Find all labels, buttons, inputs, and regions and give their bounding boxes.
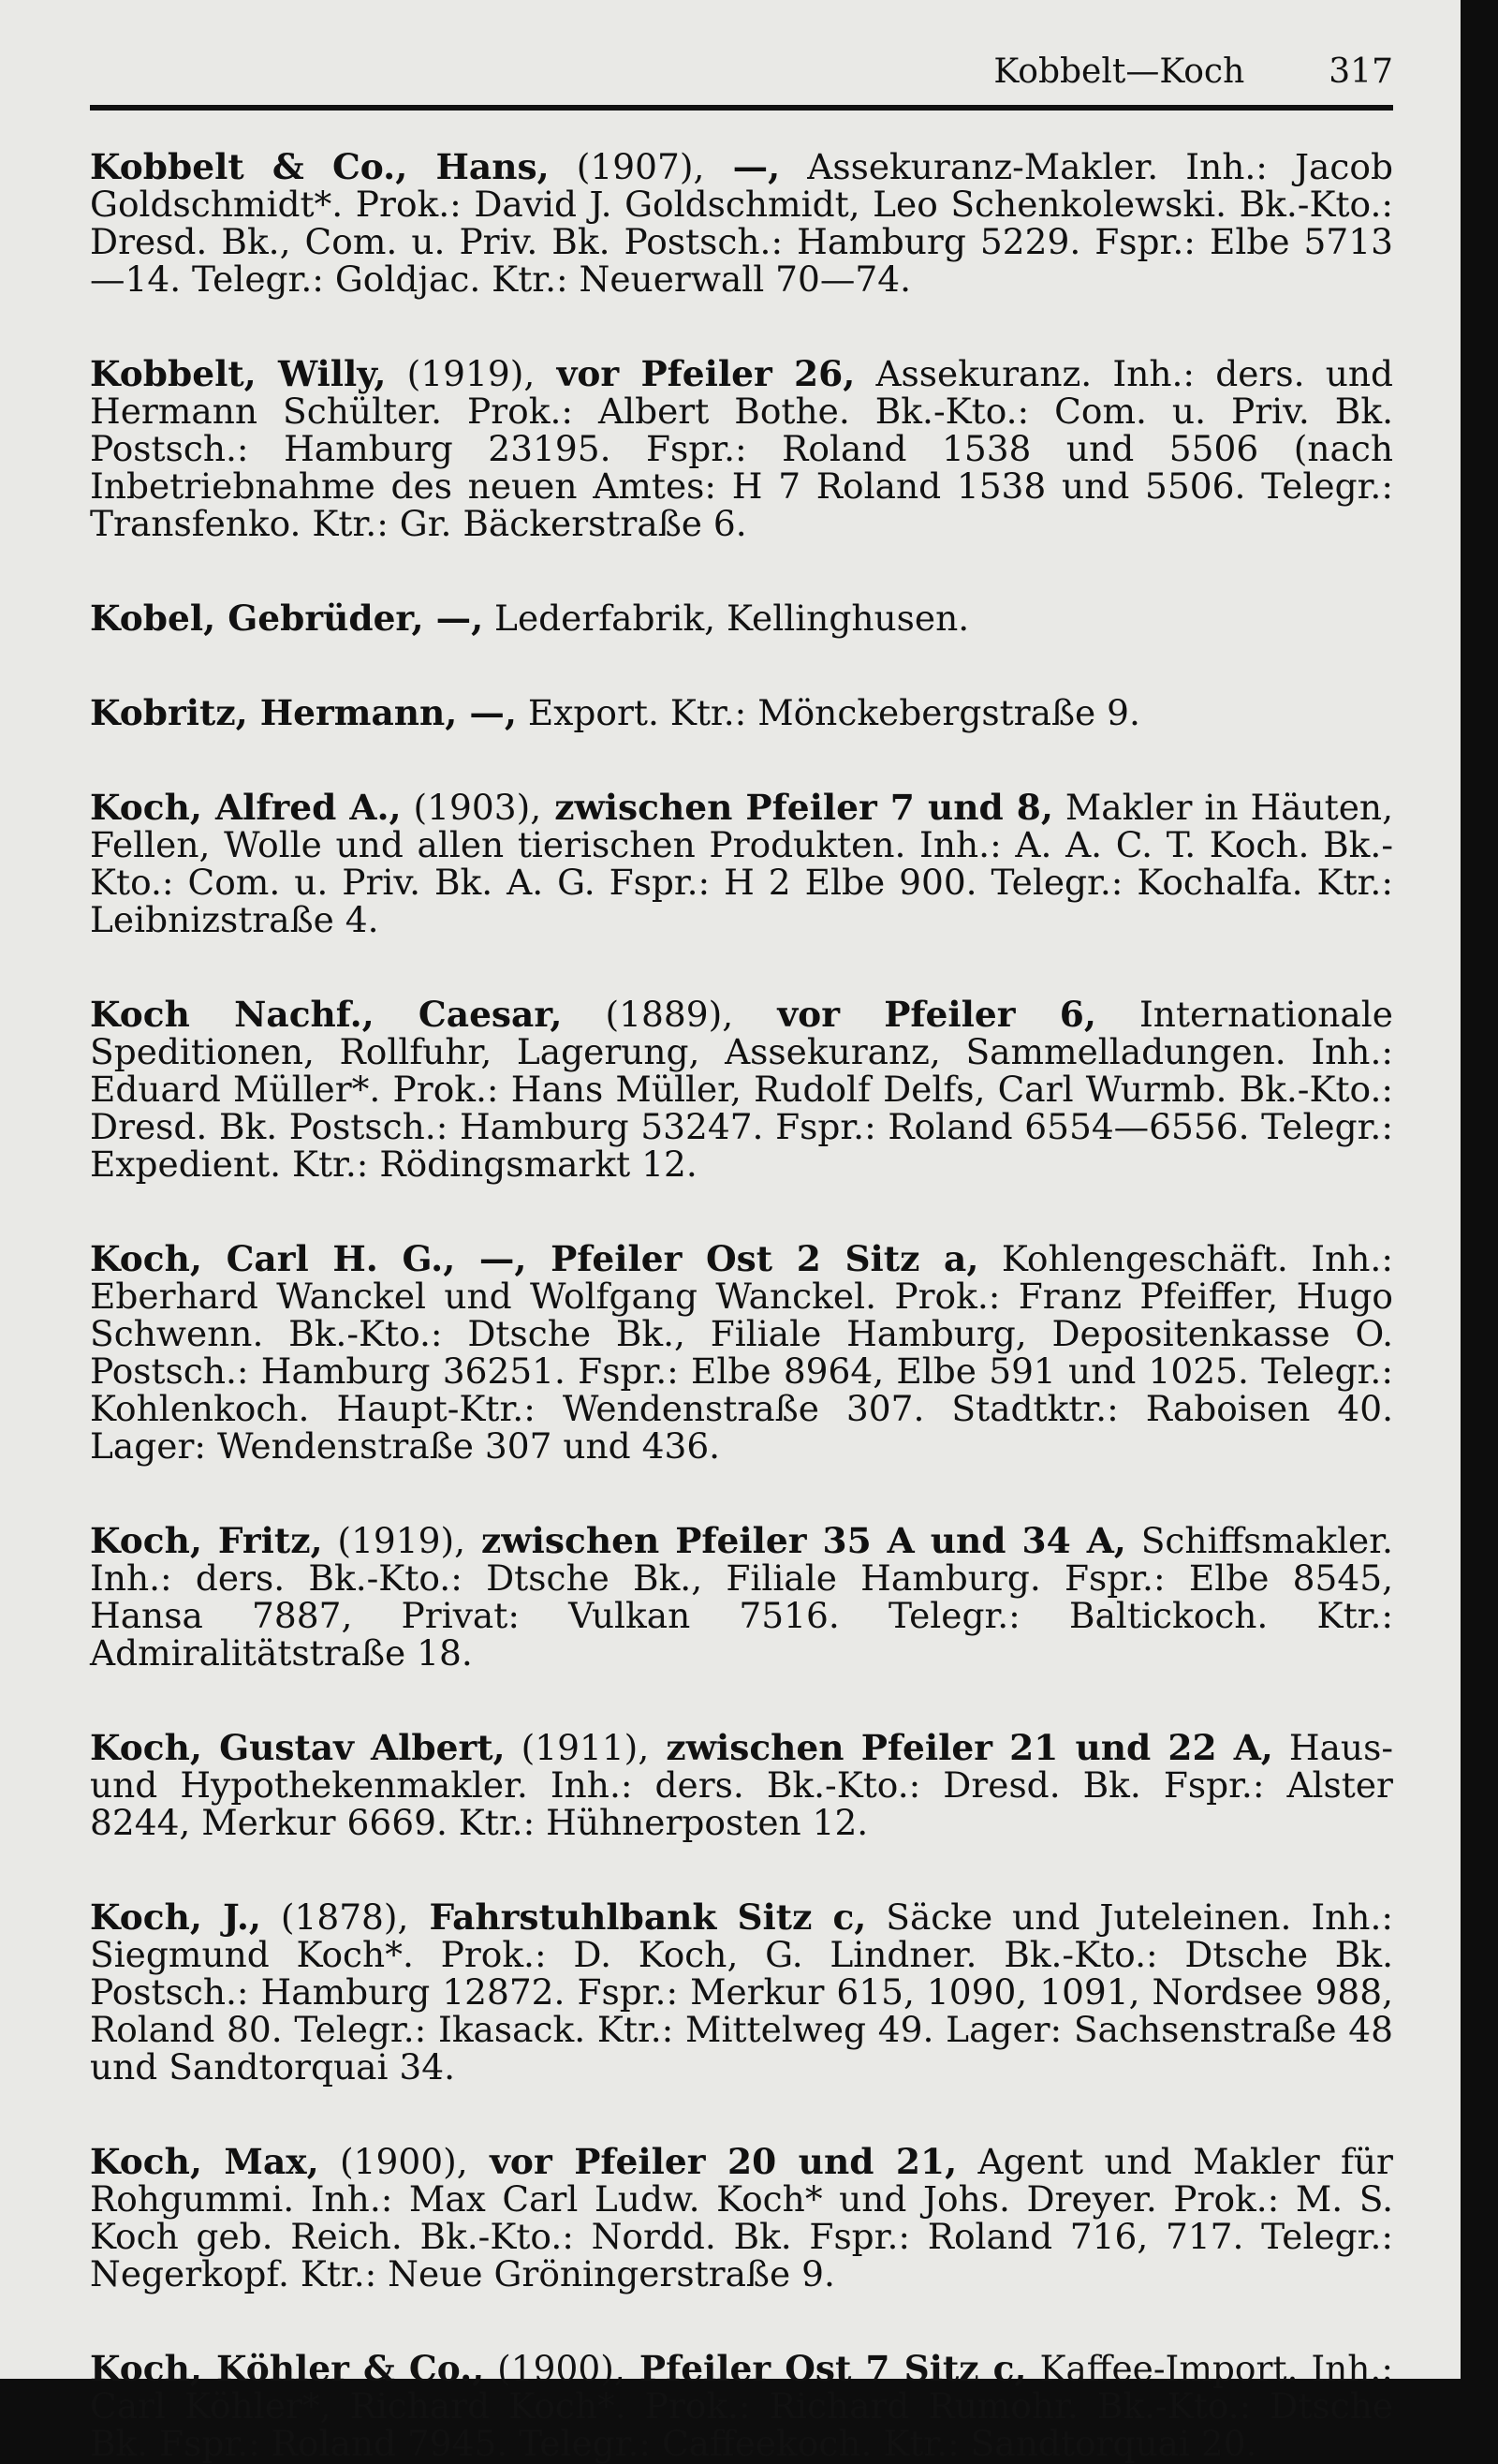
entry-text: Export. Ktr.: Mönckebergstraße 9.: [516, 692, 1140, 733]
entry-location: zwischen Pfeiler 21 und 22 A,: [649, 1727, 1273, 1768]
entry-text: Internationale Speditionen, Rollfuhr, Lagerung, Assekuranz, Sammelladungen. Inh.: Eduard Müller*. Prok.: Hans Müller, Rudolf Delfs, Carl Wurmb. Bk.-Kto.: Dresd. Bk. Postsch.: Hamburg 53247. Fspr.: Roland 6554—6556. Telegr.: Expedient. Ktr.: Rödingsmarkt 12.: [90, 994, 1393, 1185]
directory-entry: [90, 694, 1393, 731]
directory-entry: [90, 996, 1393, 1183]
entry-location: zwischen Pfeiler 7 und 8,: [541, 787, 1053, 828]
entry-name: Kobritz, Hermann,: [90, 692, 458, 733]
running-title: Kobbelt—Koch: [993, 52, 1245, 91]
entry-text: Kohlengeschäft. Inh.: Eberhard Wanckel und Wolfgang Wanckel. Prok.: Franz Pfeiffer, Hugo Schwenn. Bk.-Kto.: Dtsche Bk., Filiale Hamburg, Depositenkasse O. Postsch.: Hamburg 36251. Fspr.: Elbe 8964, Elbe 591 und 1025. Telegr.: Kohlenkoch. Haupt-Ktr.: Wendenstraße 307. Stadtktr.: Raboisen 40. Lager: Wendenstraße 307 und 436.: [90, 1238, 1393, 1467]
entry-year: (1889),: [562, 994, 734, 1035]
entry-text: Agent und Makler für Rohgummi. Inh.: Max Carl Ludw. Koch* und Johs. Dreyer. Prok.: M. S. Koch geb. Reich. Bk.-Kto.: Nordd. Bk. Fspr.: Roland 716, 717. Telegr.: Negerkopf. Ktr.: Neue Gröningerstraße 9.: [90, 2141, 1393, 2294]
entry-name: Koch, Fritz,: [90, 1520, 323, 1561]
entry-name: Koch Nachf., Caesar,: [90, 994, 563, 1035]
entry-text: Haus- und Hypothekenmakler. Inh.: ders. Bk.-Kto.: Dresd. Bk. Fspr.: Alster 8244, Merkur 6669. Ktr.: Hühnerposten 12.: [90, 1727, 1393, 1843]
entry-name: Koch, Gustav Albert,: [90, 1727, 506, 1768]
entry-location: vor Pfeiler 20 und 21,: [467, 2141, 958, 2182]
entry-name: Koch, J.,: [90, 1896, 261, 1938]
entry-location: vor Pfeiler 26,: [535, 353, 856, 394]
entry-name: Koch, Alfred A.,: [90, 787, 402, 828]
directory-entry: [90, 789, 1393, 938]
entry-location: —,: [457, 692, 517, 733]
entry-location: —,: [423, 598, 484, 639]
directory-entry: [90, 1240, 1393, 1465]
directory-entry: [90, 1729, 1393, 1841]
entry-location: vor Pfeiler 6,: [733, 994, 1096, 1035]
entry-name: Koch, Köhler & Co.,: [90, 2348, 485, 2389]
directory-entry: [90, 1898, 1393, 2086]
page-number: 317: [1329, 52, 1393, 91]
entry-name: Kobbelt, Willy,: [90, 353, 387, 394]
entry-year: (1919),: [322, 1520, 466, 1561]
entry-text: Säcke und Juteleinen. Inh.: Siegmund Koch*. Prok.: D. Koch, G. Lindner. Bk.-Kto.: Dtsche Bk. Postsch.: Hamburg 12872. Fspr.: Merkur 615, 1090, 1091, Nordsee 988, Roland 80. Telegr.: Ikasack. Ktr.: Mittelweg 49. Lager: Sachsenstraße 48 und Sandtorquai 34.: [90, 1896, 1393, 2088]
entry-list: [90, 148, 1393, 2462]
directory-entry: [90, 1522, 1393, 1672]
entry-year: (1900),: [318, 2141, 468, 2182]
entry-text: Assekuranz-Makler. Inh.: Jacob Goldschmidt*. Prok.: David J. Goldschmidt, Leo Schenkolewski. Bk.-Kto.: Dresd. Bk., Com. u. Priv. Bk. Postsch.: Hamburg 5229. Fspr.: Elbe 5713—14. Telegr.: Goldjac. Ktr.: Neuerwall 70—74.: [90, 146, 1393, 300]
directory-entry: [90, 148, 1393, 298]
entry-name: Kobbelt & Co., Hans,: [90, 146, 550, 187]
entry-year: (1878),: [260, 1896, 409, 1938]
directory-entry: [90, 355, 1393, 542]
entry-location: —, Pfeiler Ost 2 Sitz a,: [455, 1238, 979, 1279]
entry-name: Kobel, Gebrüder,: [90, 598, 424, 639]
page-header: [90, 49, 1393, 111]
entry-year: (1907),: [549, 146, 705, 187]
entry-text: Assekuranz. Inh.: ders. und Hermann Schülter. Prok.: Albert Bothe. Bk.-Kto.: Com. u. Priv. Bk. Postsch.: Hamburg 23195. Fspr.: Roland 1538 und 5506 (nach Inbetriebnahme des neuen Amtes: H 7 Roland 1538 und 5506. Telegr.: Transfenko. Ktr.: Gr. Bäckerstraße 6.: [90, 353, 1394, 544]
directory-entry: [90, 599, 1393, 637]
entry-location: —,: [704, 146, 781, 187]
entry-year: (1900),: [484, 2348, 625, 2389]
entry-year: (1911),: [505, 1727, 650, 1768]
entry-location: zwischen Pfeiler 35 A und 34 A,: [465, 1520, 1126, 1561]
entry-year: (1919),: [386, 353, 536, 394]
entry-location: Pfeiler Ost 7 Sitz c,: [624, 2348, 1027, 2389]
entry-name: Koch, Max,: [90, 2141, 319, 2182]
entry-text: Lederfabrik, Kellinghusen.: [483, 598, 970, 639]
directory-entry: [90, 2350, 1393, 2462]
entry-name: Koch, Carl H. G.,: [90, 1238, 456, 1279]
directory-entry: [90, 2143, 1393, 2293]
entry-text: Schiffsmakler. Inh.: ders. Bk.-Kto.: Dtsche Bk., Filiale Hamburg. Fspr.: Elbe 8545, Hansa 7887, Privat: Vulkan 7516. Telegr.: Baltickoch. Ktr.: Admiralitätstraße 18.: [90, 1520, 1393, 1674]
entry-text: Makler in Häuten, Fellen, Wolle und allen tierischen Produkten. Inh.: A. A. C. T. Koch. Bk.-Kto.: Com. u. Priv. Bk. A. G. Fspr.: H 2 Elbe 900. Telegr.: Kochalfa. Ktr.: Leibnizstraße 4.: [90, 787, 1393, 940]
entry-text: Kaffee-Import. Inh.: Carl Köhler*, Richard Koch*. Prok.: Richard Rumohr. Bk.-Kto.: Dtsche Bk. Fspr.: Roland 7945. Telegr.: Caffeekoch. Ktr.: Sandtorquai 20.: [90, 2348, 1393, 2464]
entry-location: Fahrstuhlbank Sitz c,: [408, 1896, 867, 1938]
entry-year: (1903),: [401, 787, 542, 828]
